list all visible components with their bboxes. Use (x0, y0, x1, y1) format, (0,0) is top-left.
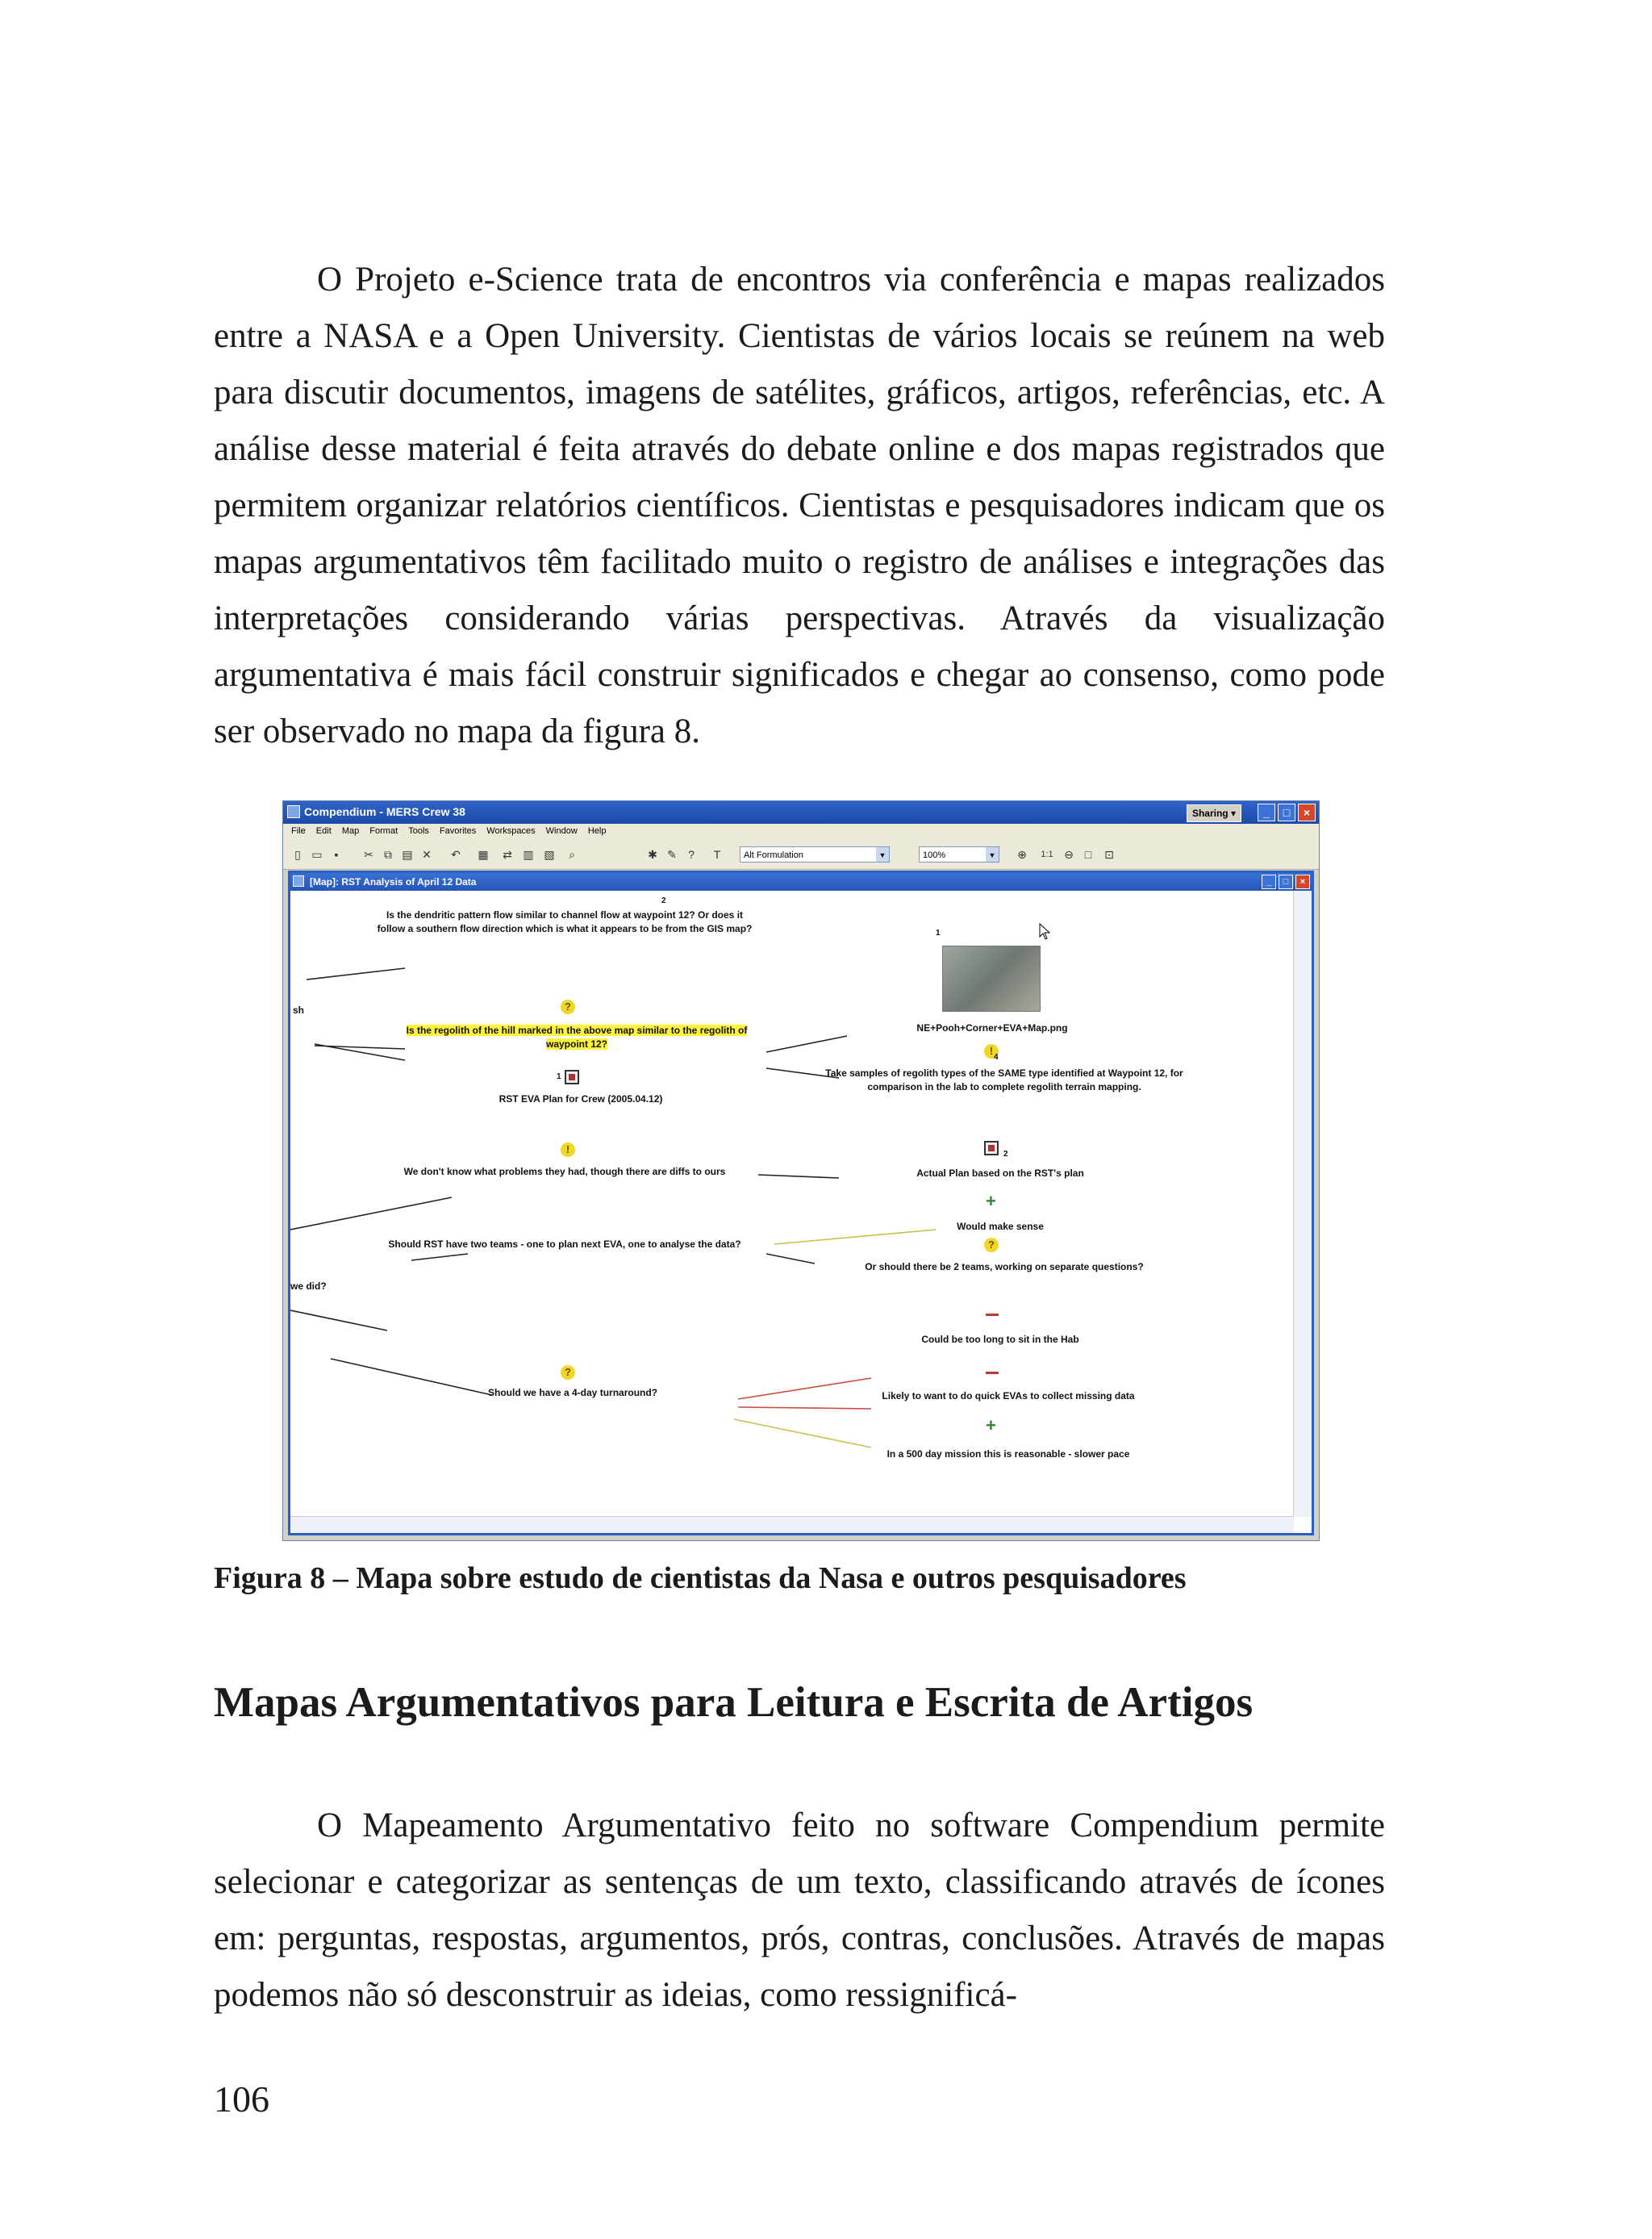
maximize-icon[interactable]: □ (1278, 804, 1295, 821)
cursor-icon (1039, 923, 1052, 941)
menu-format[interactable]: Format (369, 826, 398, 836)
map-image-thumbnail[interactable] (942, 946, 1041, 1012)
pro-icon: + (986, 1191, 996, 1211)
focus-icon[interactable]: ⊡ (1104, 848, 1114, 861)
zoom-ratio[interactable]: 1:1 (1041, 850, 1053, 859)
make-sense-node[interactable]: Would make sense (957, 1221, 1044, 1232)
con-icon (986, 1372, 999, 1374)
page-number: 106 (214, 2078, 269, 2120)
menu-tools[interactable]: Tools (408, 826, 429, 836)
map-window (288, 871, 1314, 1535)
question-icon: ! (984, 1044, 999, 1059)
intro-paragraph: O Projeto e-Science trata de encontros via conferência e mapas realizados entre a NASA e a Open University. Cientistas de vários locais se reúnem na web para discutir documentos, imagens de satélites, gráficos, artigos, referências, etc. A análise desse material é feita através do debate online e dos mapas registrados que permitem organizar relatórios científicos. Cientistas e pesquisadores indicam que os mapas argumentativos têm facilitado muito o registro de análises e integrações das interpretações considerando várias perspectivas. Através da visualização argumentativa é mais fácil construir significados e chegar ao consenso, como pode ser observado no mapa da figura 8. (214, 261, 1385, 750)
con-icon (986, 1314, 999, 1316)
figure-caption: Figura 8 – Mapa sobre estudo de cientistas da Nasa e outros pesquisadores (214, 1561, 1187, 1595)
zoom-out-icon[interactable]: ⊖ (1064, 848, 1074, 861)
copy-icon[interactable]: ⧉ (384, 848, 392, 861)
dendritic-question[interactable]: Is the dendritic pattern flow similar to channel flow at waypoint 12? Or does it follow a southern flow direction which is what it appears to be from the GIS map? (377, 909, 753, 934)
menu-window[interactable]: Window (545, 826, 578, 836)
minimize-icon[interactable]: _ (1258, 804, 1275, 821)
pencil-icon[interactable]: ✎ (667, 848, 677, 861)
paste-icon[interactable]: ▤ (402, 848, 413, 861)
text-icon[interactable]: T (713, 848, 721, 861)
section-paragraph: O Mapeamento Argumentativo feito no software Compendium permite selecionar e categorizar as sentenças de um texto, classificando através de ícones em: perguntas, respostas, argumentos, prós, contras, conclusões. Através de mapas podemos não só desconstruir as ideias, como ressignificá- (214, 1807, 1385, 2014)
fit-page-icon[interactable]: □ (1084, 848, 1092, 861)
left-fragment-bottom: we did? (290, 1280, 327, 1292)
search-icon[interactable]: ⌕ (569, 848, 575, 861)
menu-file[interactable]: File (291, 826, 306, 836)
app-titlebar (283, 801, 1319, 824)
compendium-app-icon (287, 805, 300, 818)
undo-icon[interactable]: ↶ (451, 848, 461, 861)
toolbar (283, 840, 1319, 870)
sharing-dropdown[interactable]: Sharing ▾ (1187, 804, 1241, 822)
link-icon[interactable]: ⇄ (503, 848, 512, 861)
vertical-scrollbar[interactable] (1293, 891, 1312, 1517)
arrange-icon[interactable]: ▦ (478, 848, 489, 861)
actual-plan-ref-icon (984, 1141, 999, 1155)
too-long-node[interactable]: Could be too long to sit in the Hab (921, 1334, 1079, 1345)
menu-bar (283, 824, 1319, 840)
map-minimize-icon[interactable]: _ (1262, 875, 1276, 889)
rst-plan-ref-icon (565, 1070, 579, 1084)
question-icon: ? (561, 1365, 575, 1380)
image-count: 1 (936, 929, 941, 938)
save-icon[interactable]: ▪ (334, 848, 339, 861)
regolith-question[interactable]: Is the regolith of the hill marked in the above map similar to the regolith of waypoint 12? (406, 1025, 748, 1050)
samples-idea[interactable]: Take samples of regolith types of the SAME type identified at Waypoint 12, for comparison in the lab to complete regolith terrain mapping. (825, 1067, 1183, 1092)
turnaround-question[interactable]: Should we have a 4-day turnaround? (487, 1387, 658, 1398)
delete-icon[interactable]: ✕ (422, 848, 432, 861)
grid-icon[interactable]: ▥ (523, 848, 534, 861)
menu-workspaces[interactable]: Workspaces (486, 826, 536, 836)
problems-idea[interactable]: We don't know what problems they had, though there are diffs to ours (403, 1166, 726, 1177)
question-icon: ? (984, 1238, 999, 1252)
horizontal-scrollbar[interactable] (290, 1516, 1294, 1533)
map-maximize-icon[interactable]: □ (1279, 875, 1293, 889)
actual-plan-count: 2 (1003, 1150, 1008, 1159)
section-heading: Mapas Argumentativos para Leitura e Escrita de Artigos (214, 1679, 1254, 1726)
mission-pace-node[interactable]: In a 500 day mission this is reasonable - slower pace (886, 1448, 1130, 1460)
menu-edit[interactable]: Edit (315, 826, 332, 836)
close-icon[interactable]: × (1298, 804, 1316, 821)
idea-icon: ! (561, 1142, 575, 1157)
help-icon[interactable]: ? (688, 848, 695, 861)
image-node-label[interactable]: NE+Pooh+Corner+EVA+Map.png (916, 1022, 1068, 1034)
node-links (290, 891, 1291, 1517)
tools-icon[interactable]: ✱ (648, 848, 657, 861)
samples-count: 4 (994, 1053, 999, 1062)
menu-help[interactable]: Help (587, 826, 607, 836)
new-icon[interactable]: ▯ (294, 848, 301, 861)
zoom-combo[interactable]: 100% ▼ (919, 846, 999, 863)
font-combo[interactable]: Alt Formulation ▼ (740, 846, 890, 863)
left-fragment-top: sh (292, 1005, 304, 1016)
open-icon[interactable]: ▭ (311, 848, 323, 861)
map-canvas[interactable] (290, 891, 1294, 1517)
map-title: [Map]: RST Analysis of April 12 Data (310, 876, 477, 888)
compendium-screenshot (282, 800, 1320, 1541)
actual-plan-node[interactable]: Actual Plan based on the RST's plan (916, 1168, 1084, 1179)
separate-teams-node[interactable]: Or should there be 2 teams, working on separate questions? (865, 1261, 1144, 1272)
two-teams-question[interactable]: Should RST have two teams - one to plan next EVA, one to analyse the data? (388, 1239, 741, 1250)
question-icon: ? (561, 1000, 575, 1014)
map-close-icon[interactable]: × (1295, 875, 1310, 889)
quick-evas-node[interactable]: Likely to want to do quick EVAs to collect missing data (882, 1390, 1135, 1401)
zoom-in-icon[interactable]: ⊕ (1017, 848, 1027, 861)
image-icon[interactable]: ▧ (544, 848, 555, 861)
rst-plan-node[interactable]: RST EVA Plan for Crew (2005.04.12) (499, 1093, 663, 1105)
app-title: Compendium - MERS Crew 38 (304, 805, 465, 818)
map-titlebar (290, 873, 1312, 891)
menu-favorites[interactable]: Favorites (439, 826, 477, 836)
cut-icon[interactable]: ✂ (364, 848, 373, 861)
pro-icon: + (986, 1415, 996, 1435)
menu-map[interactable]: Map (341, 826, 360, 836)
map-icon (293, 875, 304, 887)
dendritic-count: 2 (661, 896, 666, 905)
rst-plan-count: 1 (557, 1072, 561, 1081)
